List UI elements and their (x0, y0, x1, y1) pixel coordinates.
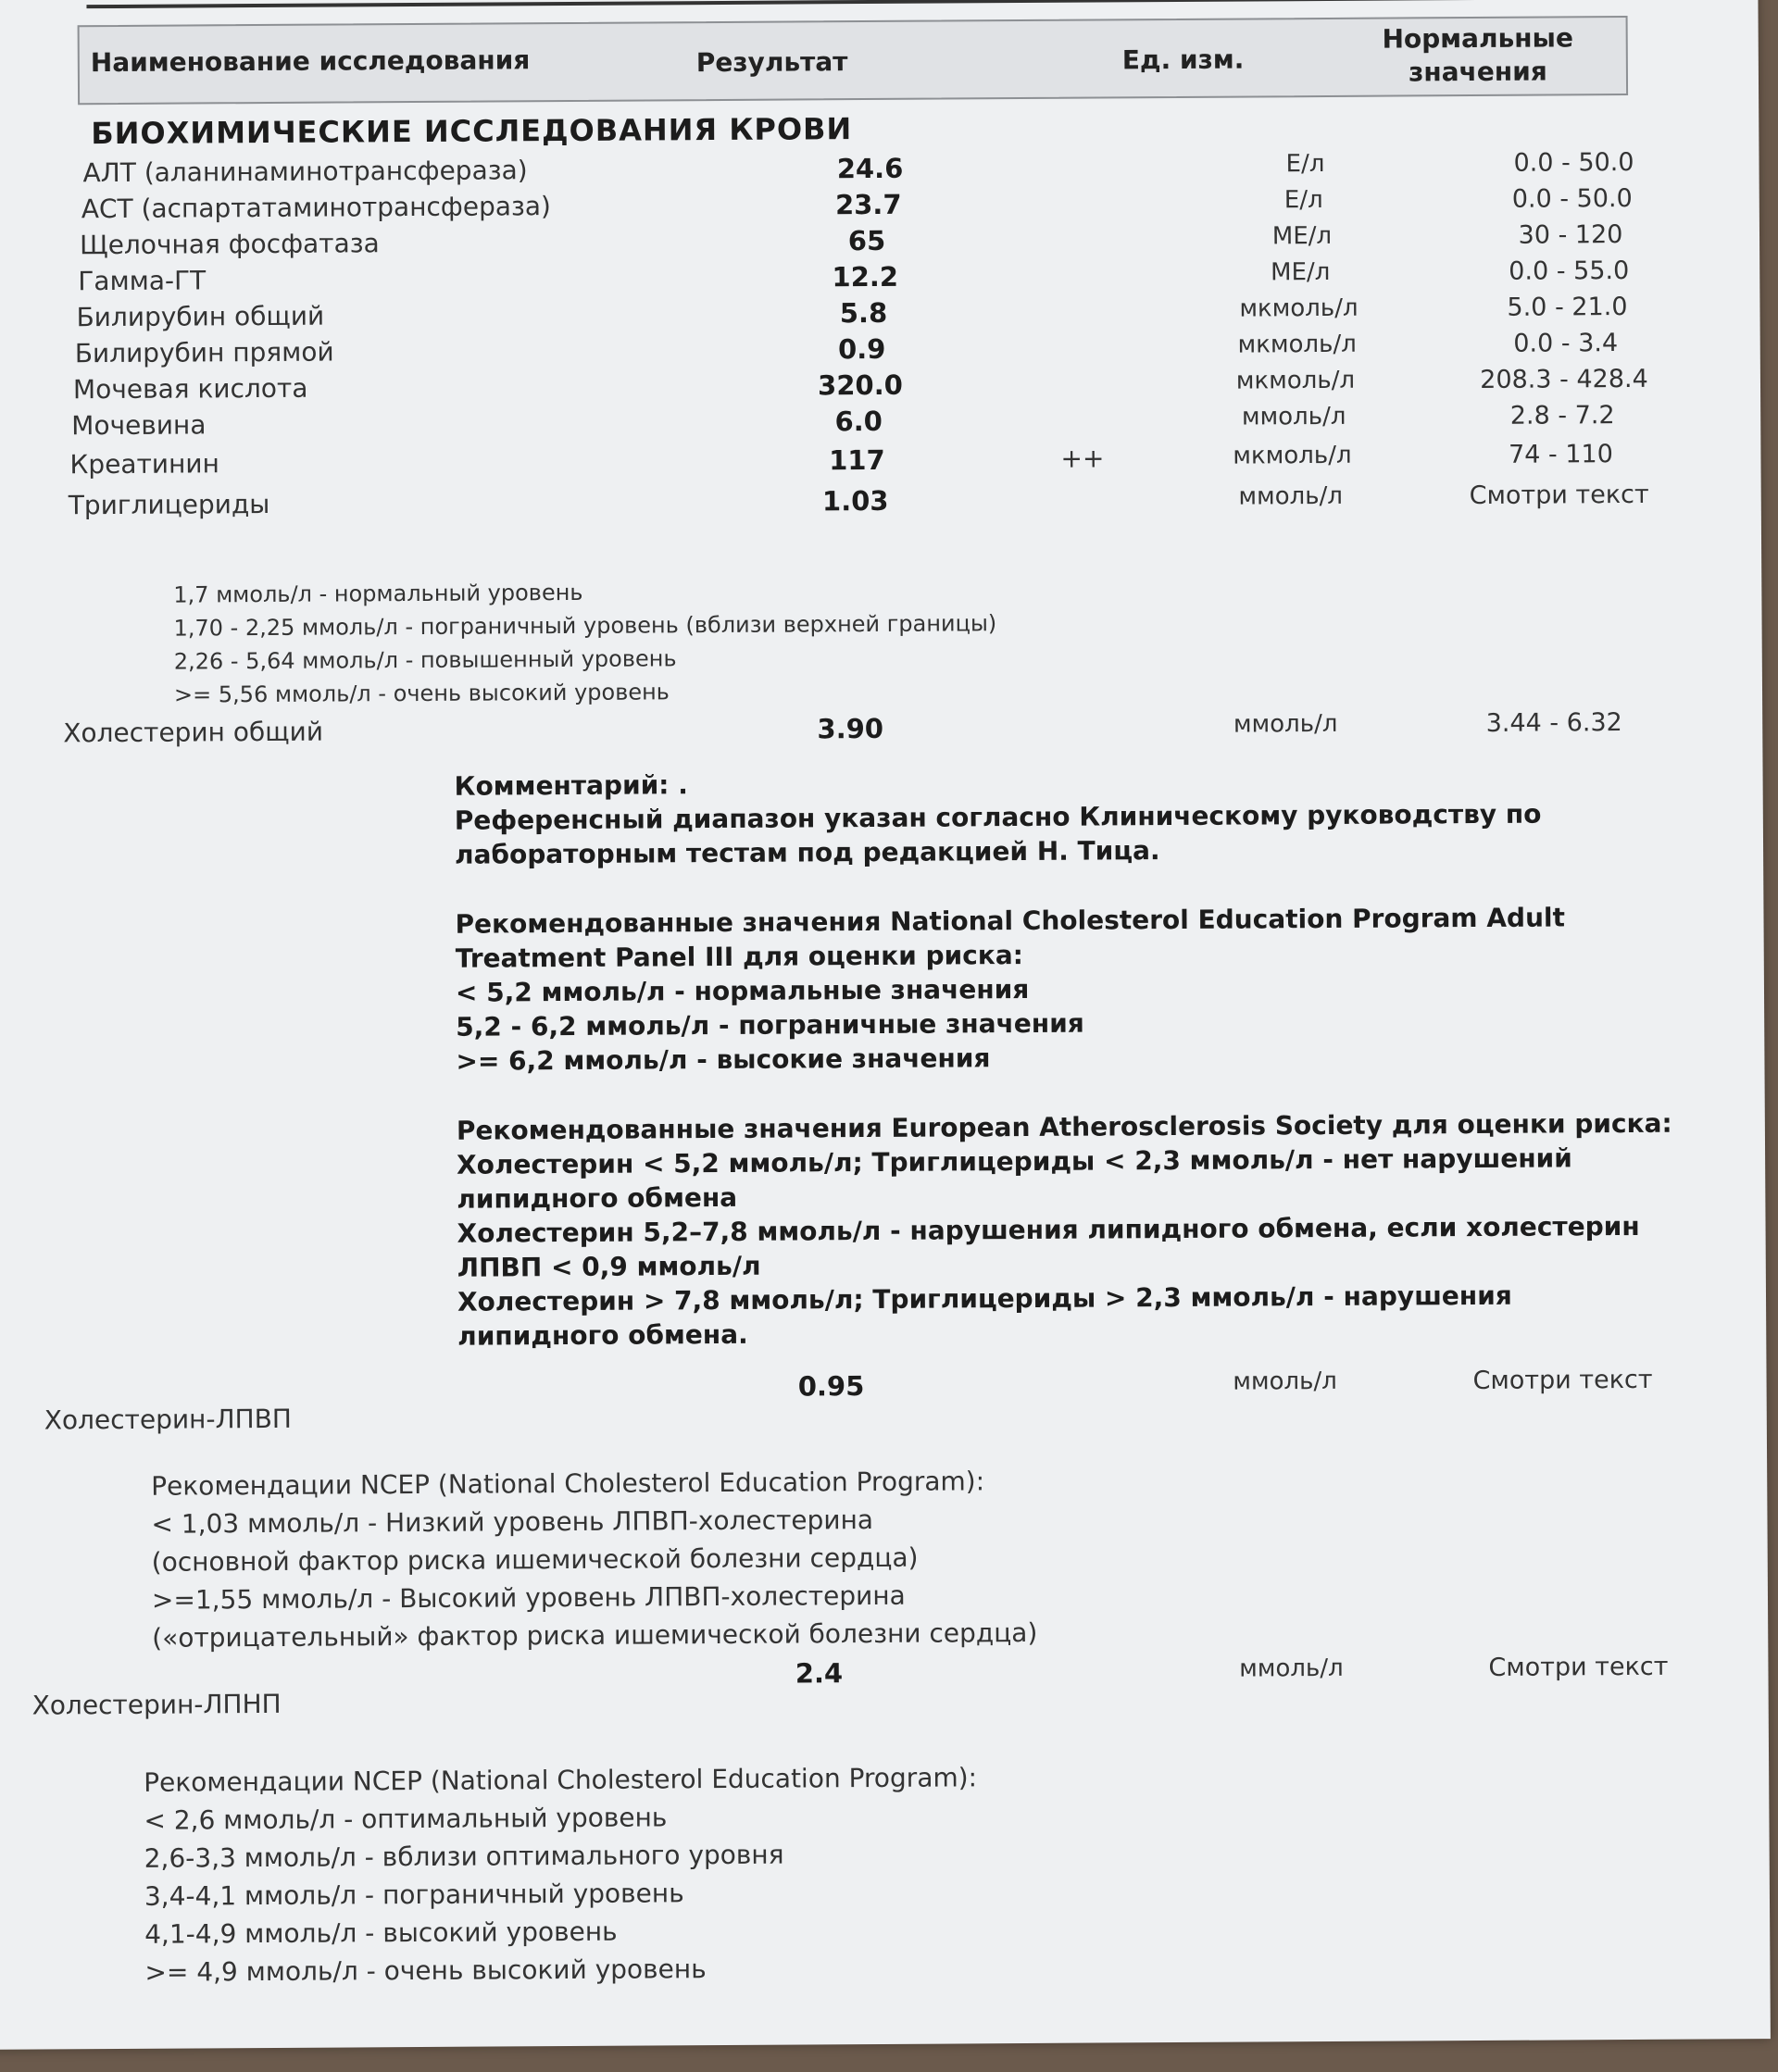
test-result: 23.7 (834, 188, 902, 221)
test-norm: 2.8 - 7.2 (1509, 401, 1615, 431)
comment-line: Холестерин < 5,2 ммоль/л; Триглицериды < 2,3 ммоль/л - нет нарушений (457, 1142, 1572, 1180)
test-norm: 0.0 - 55.0 (1509, 256, 1630, 286)
note-line: 2,26 - 5,64 ммоль/л - повышенный уровень (173, 645, 677, 675)
comment-line: Референсный диапазон указан согласно Клиническому руководству по (454, 798, 1542, 836)
test-unit: мкмоль/л (1235, 366, 1356, 395)
test-result: 0.9 (837, 332, 886, 366)
header-norm-line1: Нормальные (1382, 22, 1573, 55)
test-unit: мкмоль/л (1237, 330, 1357, 359)
comment-line: ЛПВП < 0,9 ммоль/л (457, 1250, 761, 1283)
test-norm: 74 - 110 (1508, 440, 1613, 469)
test-name: Мочевина (71, 409, 207, 442)
table-row (44, 1365, 1778, 1436)
test-unit: ммоль/л (1239, 1654, 1344, 1683)
comment-block (455, 762, 1674, 1354)
header-norm (1358, 21, 1598, 90)
note-line: >= 5,56 ммоль/л - очень высокий уровень (173, 679, 670, 708)
test-name: Холестерин-ЛПНП (31, 1688, 282, 1721)
comment-line: Холестерин > 7,8 ммоль/л; Триглицериды > 2,3 ммоль/л - нарушения (457, 1279, 1512, 1317)
note-line: 1,70 - 2,25 ммоль/л - пограничный уровень (вблизи верхней границы) (173, 610, 997, 642)
comment-line: Комментарий: . (454, 769, 688, 802)
test-result: 320.0 (818, 368, 903, 402)
test-name: Триглицериды (68, 488, 270, 521)
triglycerides-note (173, 573, 997, 711)
test-result: 12.2 (832, 260, 899, 293)
test-result: 117 (829, 443, 885, 477)
table-row (63, 707, 1778, 755)
test-result: 0.95 (797, 1370, 865, 1403)
test-unit: МЕ/л (1271, 221, 1333, 251)
test-unit: МЕ/л (1271, 257, 1331, 287)
test-name: Мочевая кислота (72, 372, 308, 406)
section-title: БИОХИМИЧЕСКИЕ ИССЛЕДОВАНИЯ КРОВИ (91, 111, 853, 152)
header-result: Результат (695, 46, 848, 79)
comment-line: лабораторным тестам под редакцией Н. Тица. (454, 835, 1160, 870)
header-unit: Ед. изм. (1121, 44, 1245, 76)
comment-line: 5,2 - 6,2 ммоль/л - пограничные значения (456, 1007, 1084, 1042)
test-result: 5.8 (839, 296, 888, 330)
test-result: 2.4 (795, 1657, 844, 1690)
test-norm: 0.0 - 50.0 (1513, 147, 1634, 178)
test-unit: мкмоль/л (1233, 441, 1352, 470)
header-name: Наименование исследования (90, 44, 531, 79)
test-result: 1.03 (821, 484, 889, 518)
test-unit: ммоль/л (1238, 481, 1344, 511)
note-line: 3,4-4,1 ммоль/л - пограничный уровень (144, 1878, 684, 1912)
test-unit: Е/л (1285, 150, 1325, 179)
note-line: (основной фактор риска ишемической болезни сердца) (151, 1542, 919, 1578)
test-result: 24.6 (836, 152, 904, 185)
comment-line: Холестерин 5,2–7,8 ммоль/л - нарушения липидного обмена, если холестерин (457, 1210, 1640, 1249)
test-norm: Смотри текст (1472, 1365, 1653, 1396)
test-result: 65 (847, 224, 886, 257)
test-norm: 208.3 - 428.4 (1480, 364, 1648, 394)
test-flag: ++ (1060, 443, 1105, 474)
note-line: >= 4,9 ммоль/л - очень высокий уровень (144, 1953, 707, 1988)
comment-line: липидного обмена (457, 1181, 738, 1215)
note-line: («отрицательный» фактор риска ишемической болезни сердца) (152, 1616, 1038, 1654)
comment-line: >= 6,2 ммоль/л - высокие значения (456, 1042, 991, 1077)
test-norm: 30 - 120 (1518, 220, 1623, 250)
test-name: Холестерин-ЛПВП (44, 1403, 293, 1436)
comment-line: липидного обмена. (457, 1318, 748, 1352)
note-line: >=1,55 ммоль/л - Высокий уровень ЛПВП-холестерина (151, 1579, 906, 1616)
note-line: 2,6-3,3 ммоль/л - вблизи оптимального уровня (144, 1839, 784, 1874)
test-norm: 3.44 - 6.32 (1485, 708, 1622, 738)
test-name: Щелочная фосфатаза (79, 228, 380, 261)
test-unit: ммоль/л (1241, 402, 1346, 431)
comment-line: Рекомендованные значения National Cholesterol Education Program Adult (455, 902, 1566, 940)
test-unit: Е/л (1283, 186, 1323, 215)
note-line: Рекомендации NCEP (National Cholesterol Education Program): (144, 1762, 978, 1798)
test-unit: ммоль/л (1233, 709, 1338, 739)
test-norm: 5.0 - 21.0 (1507, 293, 1628, 322)
test-norm: Смотри текст (1469, 480, 1649, 511)
hdl-note (151, 1462, 1037, 1657)
test-name: Билирубин прямой (74, 336, 334, 369)
note-line: 1,7 ммоль/л - нормальный уровень (173, 579, 583, 608)
test-name: АСТ (аспартатаминотрансфераза) (81, 191, 552, 225)
comment-line: Рекомендованные значения European Atherosclerosis Society для оценки риска: (456, 1107, 1672, 1146)
test-name: Билирубин общий (76, 300, 325, 333)
note-line: Рекомендации NCEP (National Cholesterol Education Program): (151, 1466, 985, 1502)
table-row (31, 1652, 1778, 1721)
note-line: 4,1-4,9 ммоль/л - высокий уровень (144, 1916, 618, 1950)
test-name: АЛТ (аланинаминотрансфераза) (82, 155, 528, 189)
test-norm: 0.0 - 3.4 (1513, 329, 1619, 358)
note-line: < 1,03 ммоль/л - Низкий уровень ЛПВП-холестерина (151, 1504, 874, 1540)
test-norm: Смотри текст (1488, 1652, 1669, 1682)
comment-line: Treatment Panel III для оценки риска: (455, 940, 1024, 974)
test-name: Креатинин (69, 448, 219, 481)
header-norm-line2: значения (1408, 56, 1547, 88)
test-name: Гамма-ГТ (78, 265, 207, 297)
comment-line: < 5,2 ммоль/л - нормальные значения (455, 973, 1030, 1008)
test-unit: ммоль/л (1233, 1367, 1337, 1396)
top-border-line (86, 0, 1623, 8)
note-line: < 2,6 ммоль/л - оптимальный уровень (144, 1802, 668, 1836)
ldl-note (144, 1758, 978, 1991)
test-name: Холестерин общий (63, 716, 324, 749)
test-norm: 0.0 - 50.0 (1511, 183, 1633, 214)
table-header (78, 16, 1628, 105)
test-result: 3.90 (817, 712, 884, 745)
table-row (69, 480, 1778, 528)
test-result: 6.0 (834, 405, 883, 438)
test-unit: мкмоль/л (1239, 293, 1359, 323)
